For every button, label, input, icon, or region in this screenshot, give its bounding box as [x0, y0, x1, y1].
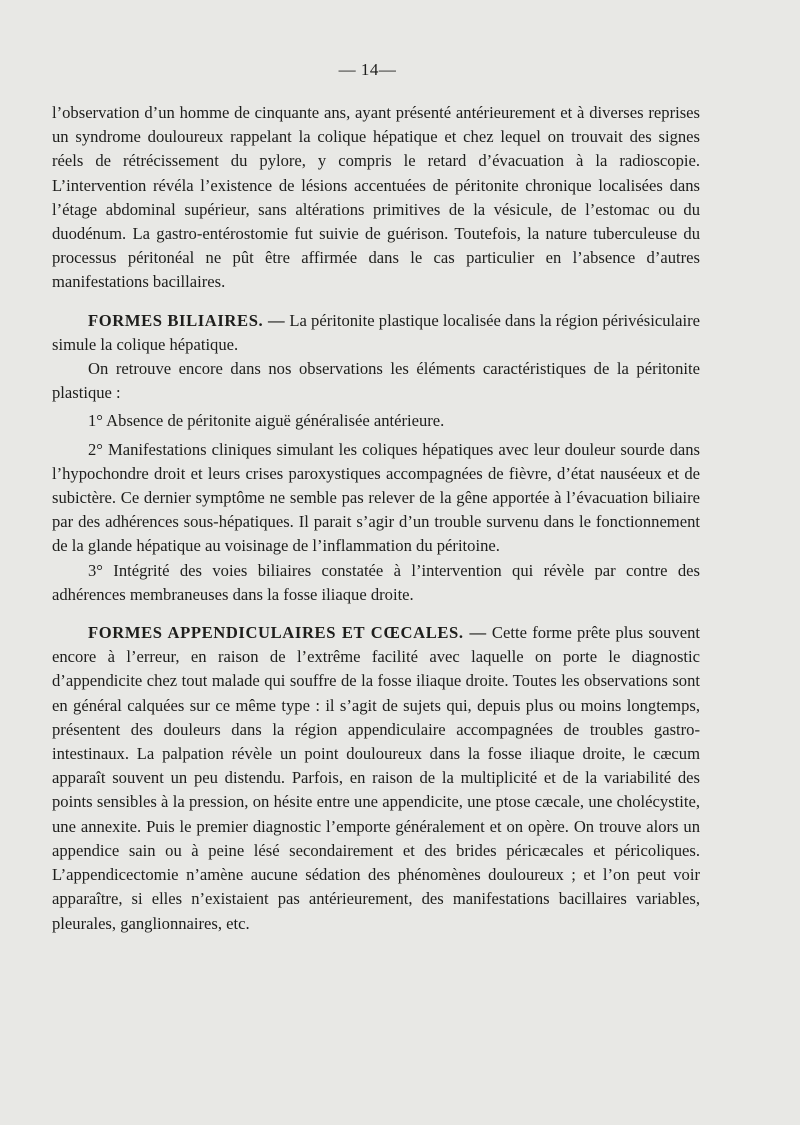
page-number: — 14—	[338, 60, 397, 79]
paragraph-elements-caracteristiques: On retrouve encore dans nos observations les éléments caractéristiques de la péritonite plastique :	[52, 359, 700, 403]
paragraph-observation: l’observation d’un homme de cinquante ans, ayant présenté antérieurement et à diverses reprises un syndrome douloureux rappelant la colique hépatique et chez lequel on trouvait des signes réels de rétrécissement du pylore, y compris le retard d’évacuation à la radioscopie. L’intervention révéla l’existence de lésions accentuées de péritonite chronique localisées dans l’étage abdominal supérieur, sans altérations primitives de la vésicule, de l’estomac ou du duodénum. La gastro-entérostomie fut suivie de guérison. Toutefois, la nature tuberculeuse du processus péritonéal ne pût être affirmée dans le cas particulier en l’absence d’autres manifestations bacillaires.	[52, 103, 700, 292]
body-text	[52, 101, 700, 936]
list-item-3: 3° Intégrité des voies biliaires constatée à l’intervention qui révèle par contre des adhérences membraneuses dans la fosse iliaque droite.	[52, 560, 700, 604]
list-item-2: 2° Manifestations cliniques simulant les coliques hépatiques avec leur douleur sourde dans l’hypochondre droit et leurs crises paroxystiques accompagnées de fièvre, d’état nauséeux et de subictère. Ce dernier symptôme ne semble pas relever de la gêne apportée à l’évacuation biliaire par des adhérences sous-hépatiques. Il parait s’agir d’un trouble survenu dans le fonctionnement de la glande hépatique au voisinage de l’inflammation du péritoine.	[52, 439, 700, 556]
list-item-1: 1° Absence de péritonite aiguë généralisée antérieure.	[88, 411, 445, 431]
paragraph-formes-appendiculaires	[52, 621, 700, 936]
formes-biliaires-text: La péritonite plastique localisée dans la région périvésiculaire simule la colique hépatique.	[52, 310, 700, 354]
heading-formes-biliaires: FORMES BILIAIRES. —	[88, 310, 286, 330]
formes-appendiculaires-text: Cette forme prête plus souvent encore à l’erreur, en raison de l’extrême facilité avec laquelle on porte le diagnostic d’appendicite chez tout malade qui souffre de la fosse iliaque droite. Toutes les observations sont en général calquées sur ce même type : il s’agit de sujets qui, depuis plus ou moins longtemps, présentent des douleurs dans la région appendiculaire accompagnées de troubles gastro-intestinaux. La palpation révèle un point douloureux dans la fosse iliaque droite, le cæcum apparaît souvent un peu distendu. Parfois, en raison de la multiplicité et de la variabilité des points sensibles à la pression, on hésite entre une appendicite, une ptose cæcale, une cholécystite, une annexite. Puis le premier diagnostic l’emporte généralement et on opère. On trouve alors un appendice sain ou à peine lésé secondairement et des brides péricæcales et péricoliques. L’appendicectomie n’amène aucune sédation des phénomènes douloureux ; et l’on peut voir apparaître, si elles n’existaient pas antérieurement, des manifestations bacillaires variables, pleurales, ganglionnaires, etc.	[52, 623, 701, 933]
heading-formes-appendiculaires: FORMES APPENDICULAIRES ET CŒCALES. —	[88, 623, 487, 643]
paragraph-formes-biliaires	[52, 309, 700, 357]
